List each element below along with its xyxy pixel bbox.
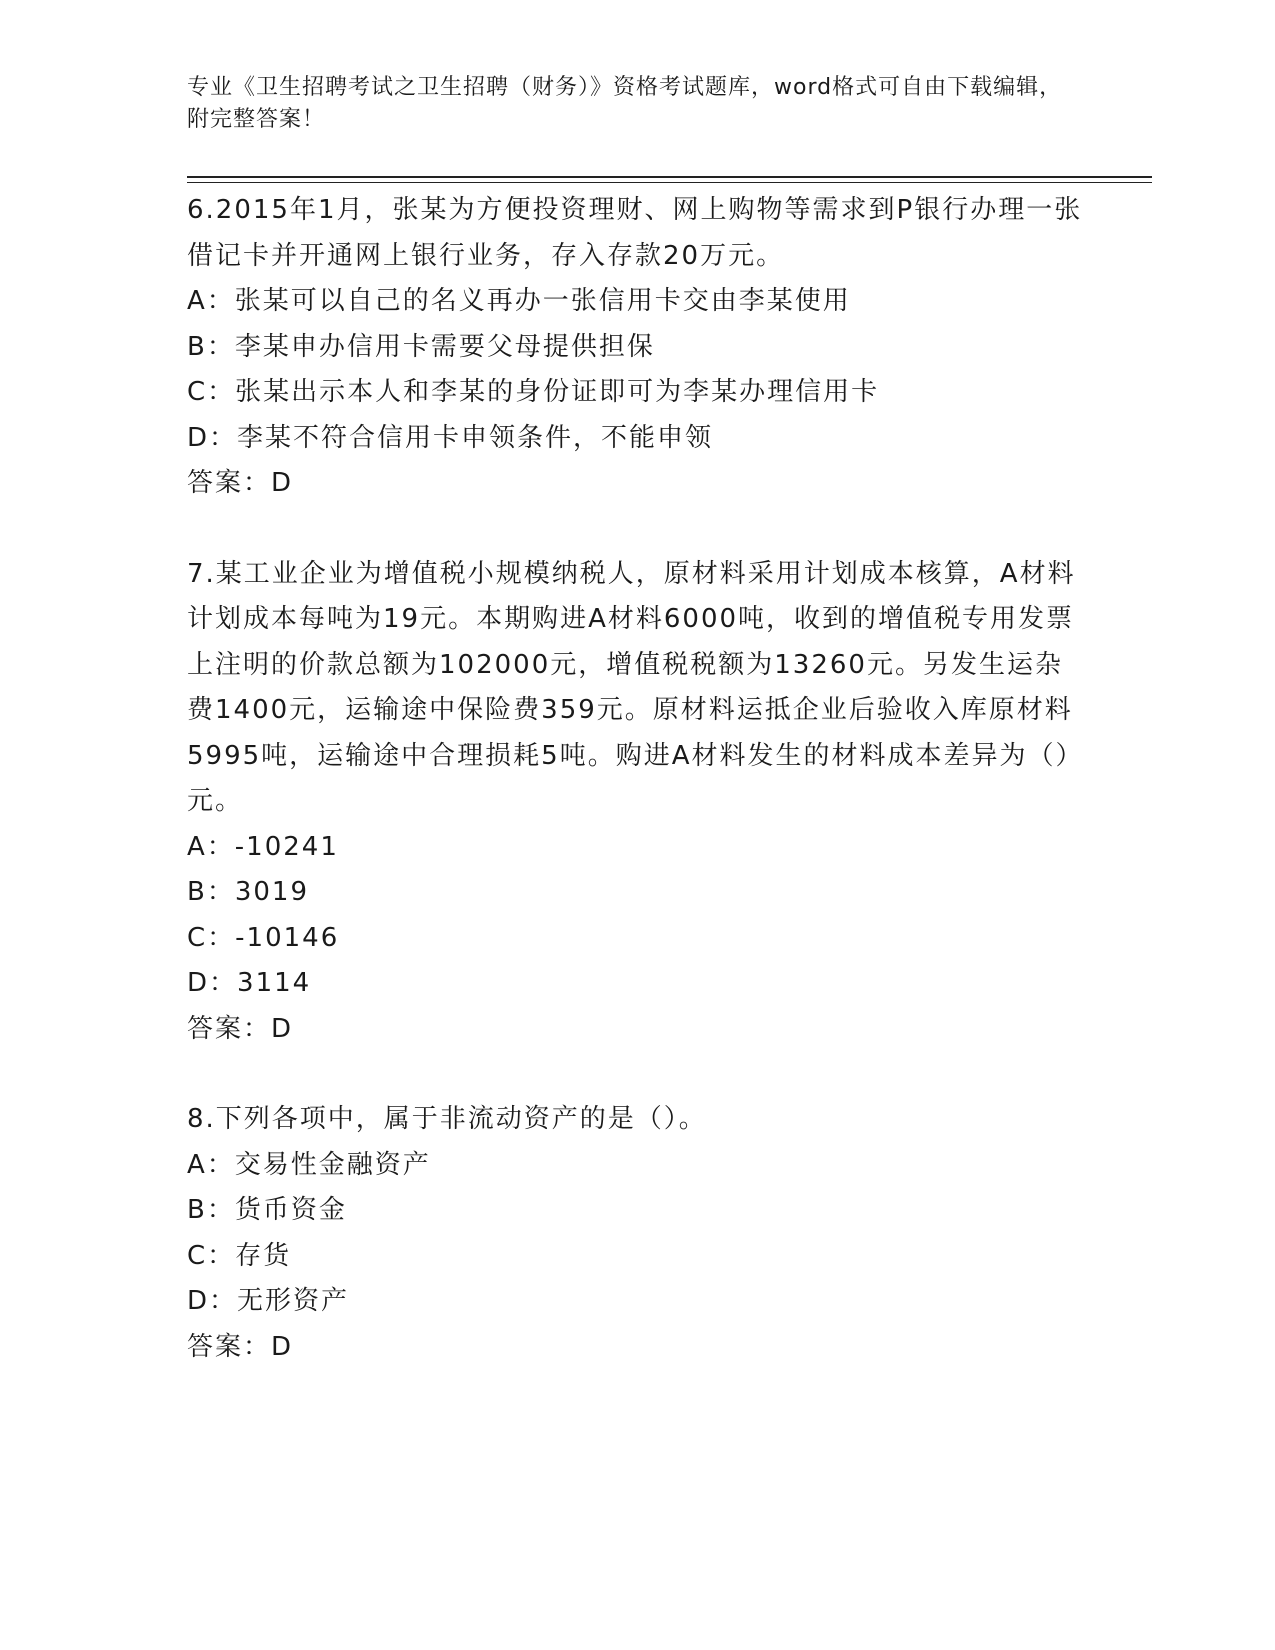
option-b: B：货币资金 xyxy=(187,1195,347,1225)
option-d: D：3114 xyxy=(187,968,312,998)
question-8 xyxy=(187,1097,1087,1370)
option-c: C：-10146 xyxy=(187,922,340,953)
option-a: A：交易性金融资产 xyxy=(187,1149,431,1180)
option-d: D：无形资产 xyxy=(187,1286,350,1316)
question-text: 7.某工业企业为增值税小规模纳税人，原材料采用计划成本核算，A材料计划成本每吨为19元。本期购进A材料6000吨，收到的增值税专用发票上注明的价款总额为102000元，增值税税额为13260元。另发生运杂费1400元，运输途中保险费359元。原材料运抵企业后验收入库原材料5995吨，运输途中合理损耗5吨。购进A材料发生的材料成本差异为（）元。 xyxy=(187,558,1084,816)
answer: 答案：D xyxy=(187,1331,294,1362)
header-divider-thick xyxy=(187,176,1152,178)
option-a: A：张某可以自己的名义再办一张信用卡交由李某使用 xyxy=(187,286,851,316)
option-b: B：李某申办信用卡需要父母提供担保 xyxy=(187,331,655,362)
question-6 xyxy=(187,188,1087,507)
option-d: D：李某不符合信用卡申领条件，不能申领 xyxy=(187,422,714,453)
question-text: 8.下列各项中，属于非流动资产的是（）。 xyxy=(187,1104,707,1134)
option-a: A：-10241 xyxy=(187,831,339,862)
document-header: 专业《卫生招聘考试之卫生招聘（财务）》资格考试题库，word格式可自由下载编辑，附完整答案！ xyxy=(187,75,1063,132)
question-list xyxy=(187,188,1087,1415)
option-b: B：3019 xyxy=(187,877,310,907)
option-c: C：存货 xyxy=(187,1240,292,1271)
answer: 答案：D xyxy=(187,468,294,498)
question-text: 6.2015年1月，张某为方便投资理财、网上购物等需求到P银行办理一张借记卡并开通网上银行业务，存入存款20万元。 xyxy=(187,195,1083,271)
answer: 答案：D xyxy=(187,1013,294,1044)
question-7 xyxy=(187,552,1087,1053)
header-divider-thin xyxy=(187,182,1152,183)
option-c: C：张某出示本人和李某的身份证即可为李某办理信用卡 xyxy=(187,377,880,407)
